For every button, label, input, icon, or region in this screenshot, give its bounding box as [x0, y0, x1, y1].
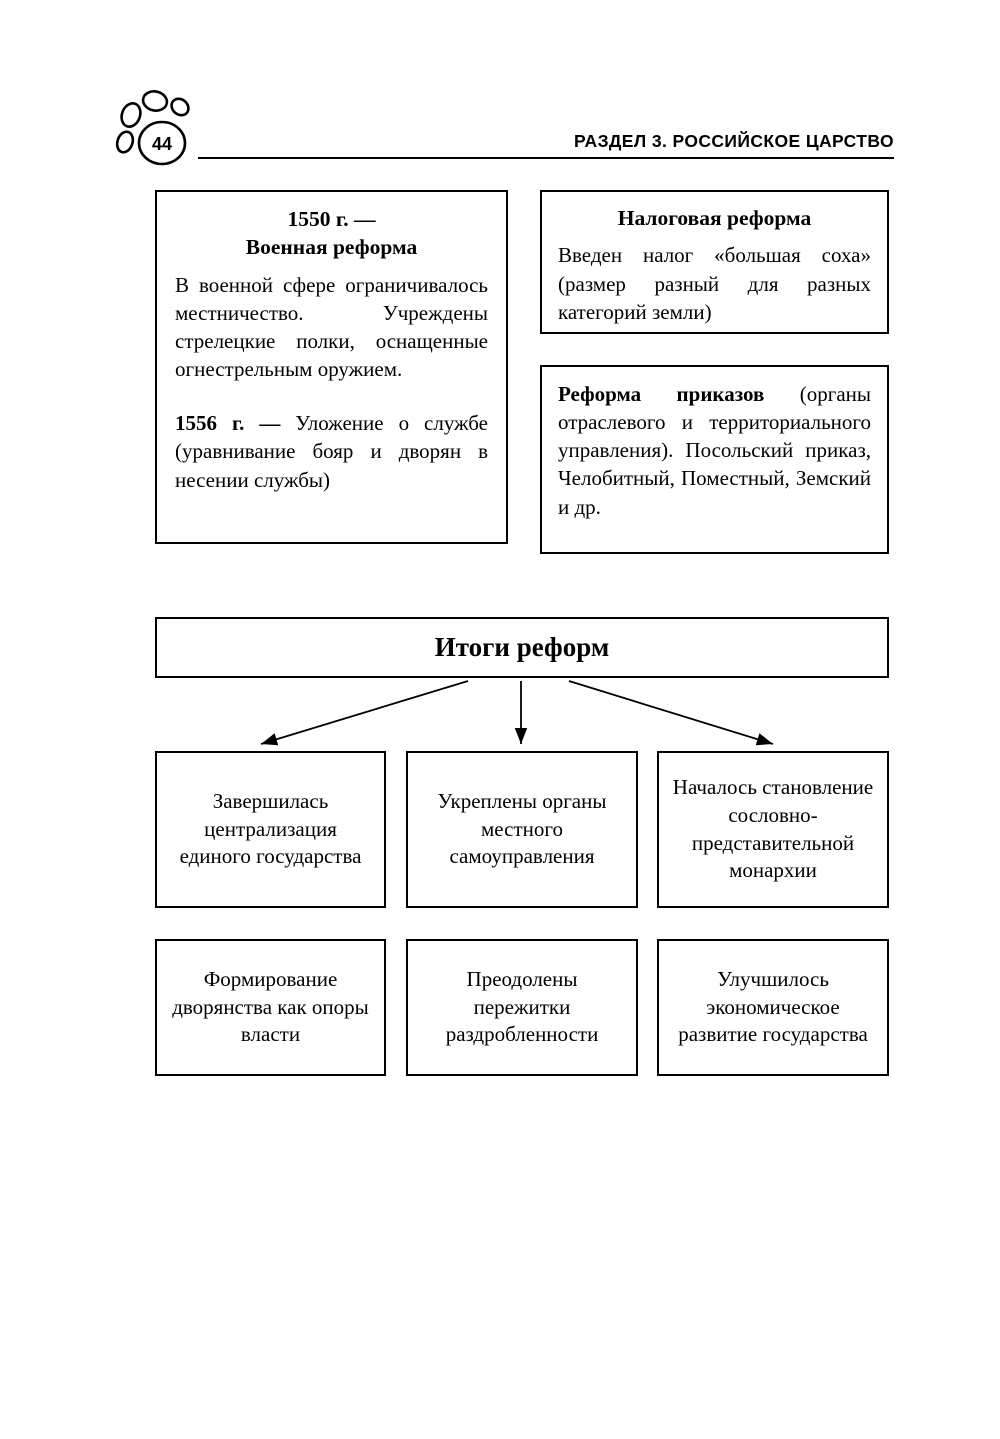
military-title-line2: Военная реформа — [245, 235, 418, 260]
paw-logo — [110, 90, 194, 174]
arrow-left — [261, 681, 468, 744]
result-text: Завершилась централизация единого государства — [179, 788, 362, 869]
tax-reform-box — [540, 190, 889, 334]
military-paragraph-2-date: 1556 г. — — [175, 411, 281, 436]
tax-reform-text: Введен налог «большая соха» (размер разный для разных категорий земли) — [558, 243, 871, 324]
result-text: Улучшилось экономическое развитие государства — [678, 966, 868, 1047]
military-paragraph-2 — [175, 409, 488, 493]
result-box-economy — [657, 939, 889, 1076]
military-reform-title — [175, 205, 488, 262]
arrow-right — [569, 681, 773, 744]
result-box-self-government — [406, 751, 638, 908]
prikaz-reform-box — [540, 365, 889, 554]
prikaz-reform-rest: (органы отраслевого и территориального управления). Посольский приказ, Челобитный, Поместный, Земский и др. — [558, 382, 871, 519]
result-text: Преодолены пережитки раздробленности — [445, 966, 599, 1047]
military-title-line1: 1550 г. — — [287, 207, 376, 231]
header-rule — [198, 157, 894, 159]
result-text: Началось становление сословно-представительной монархии — [672, 775, 874, 883]
result-box-estate-monarchy — [657, 751, 889, 908]
paw-toe-icon — [141, 90, 168, 113]
result-text: Укреплены органы местного самоуправления — [437, 788, 607, 869]
tax-reform-title: Налоговая реформа — [617, 206, 812, 230]
prikaz-reform-bold: Реформа приказов — [558, 382, 765, 406]
results-title-box — [155, 617, 889, 678]
result-box-fragmentation — [406, 939, 638, 1076]
results-title: Итоги реформ — [434, 632, 610, 662]
military-reform-box — [155, 190, 508, 544]
result-box-centralization — [155, 751, 386, 908]
result-text: Формирование дворянства как опоры власти — [172, 966, 369, 1047]
paw-toe-icon — [168, 95, 191, 118]
paw-toe-icon — [115, 130, 136, 155]
result-box-nobility — [155, 939, 386, 1076]
military-paragraph-2-text: Уложение о службе (уравнивание бояр и дворян в несении службы) — [175, 411, 489, 492]
paw-toe-icon — [118, 101, 143, 130]
section-header: РАЗДЕЛ 3. РОССИЙСКОЕ ЦАРСТВО — [574, 131, 894, 151]
page-number: 44 — [151, 134, 173, 154]
military-paragraph-1: В военной сфере ограничивалось местничество. Учреждены стрелецкие полки, оснащенные огнестрельным оружием. — [175, 272, 488, 382]
paw-icon — [110, 90, 194, 174]
prikaz-reform-text — [558, 380, 871, 521]
results-arrows — [155, 678, 889, 751]
